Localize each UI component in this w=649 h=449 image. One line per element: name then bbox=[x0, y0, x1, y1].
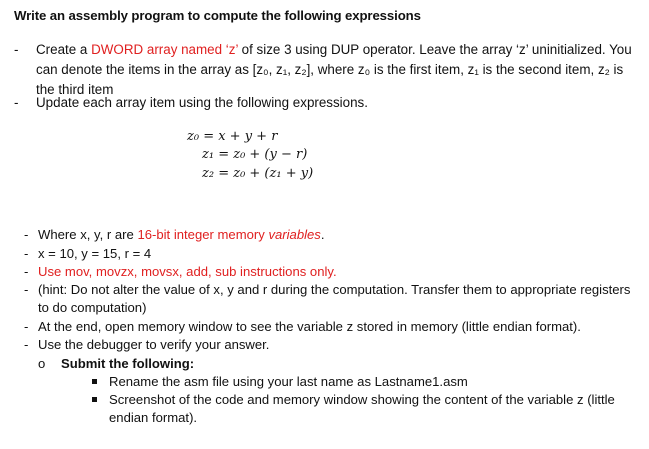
list-item-hint bbox=[24, 281, 639, 317]
list-item-instructions bbox=[24, 263, 639, 281]
highlight-text: DWORD array named ‘z’ bbox=[91, 42, 238, 57]
submit-item-screenshot bbox=[92, 391, 632, 427]
equation-z0: z₀ = x + y + r bbox=[187, 129, 278, 144]
list-item-update bbox=[14, 93, 634, 113]
list-item-text: (hint: Do not alter the value of x, y and r during the computation. Transfer them to appropriate registers to do computation) bbox=[38, 282, 631, 315]
bullet-dash: - bbox=[14, 95, 19, 110]
list-item-variables bbox=[24, 226, 639, 244]
equation-z2: z₂ = z₀ + (z₁ + y) bbox=[202, 166, 314, 181]
square-bullet-icon bbox=[92, 397, 97, 402]
bullet-dash: - bbox=[24, 282, 29, 297]
page-title: Write an assembly program to compute the following expressions bbox=[14, 8, 421, 23]
submit-label: Submit the following: bbox=[61, 356, 195, 371]
list-item-text: x = 10, y = 15, r = 4 bbox=[38, 246, 152, 261]
list-item-text: Where x, y, r are 16-bit integer memory variables. bbox=[38, 227, 325, 242]
circle-bullet: o bbox=[38, 356, 46, 371]
bullet-dash: - bbox=[24, 319, 29, 334]
list-item-text: Create a DWORD array named ‘z’ of size 3 using DUP operator. Leave the array ‘z’ uninitialized. You can denote the items in the array as [z₀, z₁, z₂], where z₀ is the first item, z₁ is the second item, z₂ is the third item bbox=[36, 42, 632, 97]
square-bullet-icon bbox=[92, 379, 97, 384]
list-item-values bbox=[24, 245, 639, 263]
list-item-text: Update each array item using the following expressions. bbox=[36, 95, 368, 110]
highlight-text: 16-bit integer memory bbox=[137, 227, 265, 242]
list-item-memory-window bbox=[24, 318, 639, 336]
bullet-dash: - bbox=[24, 337, 29, 352]
submit-heading bbox=[38, 355, 338, 373]
highlight-text-italic: variables bbox=[268, 227, 321, 242]
submit-item-text: Rename the asm file using your last name as Lastname1.asm bbox=[109, 374, 468, 389]
submit-item-rename bbox=[92, 373, 632, 391]
equation-z1: z₁ = z₀ + (y − r) bbox=[202, 147, 308, 162]
list-item-text: Use mov, movzx, movsx, add, sub instructions only. bbox=[38, 264, 337, 279]
submit-item-text: Screenshot of the code and memory window showing the content of the variable z (little endian format). bbox=[109, 392, 615, 425]
list-item-debugger bbox=[24, 336, 639, 354]
list-item-text: At the end, open memory window to see the variable z stored in memory (little endian format). bbox=[38, 319, 581, 334]
list-item-text: Use the debugger to verify your answer. bbox=[38, 337, 270, 352]
bullet-dash: - bbox=[14, 42, 19, 57]
bullet-dash: - bbox=[24, 264, 29, 279]
bullet-dash: - bbox=[24, 227, 29, 242]
bullet-dash: - bbox=[24, 246, 29, 261]
